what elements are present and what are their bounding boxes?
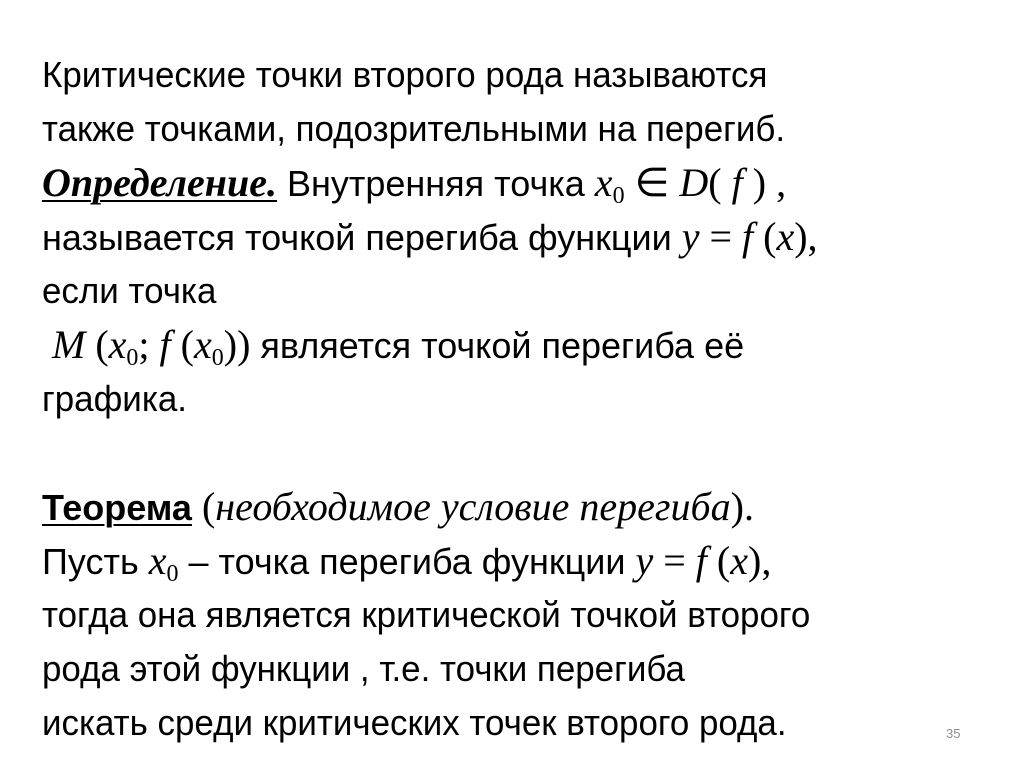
text: Критические точки второго рода называются: [42, 54, 768, 95]
text: – точка перегиба функции: [178, 541, 636, 582]
text: тогда она является критической точкой второго: [42, 594, 811, 635]
math-var-x: x: [194, 322, 212, 367]
math-paren: (: [708, 160, 732, 205]
math-paren: (: [191, 484, 216, 529]
math-var-x: x: [730, 538, 748, 583]
text-line-7: [42, 372, 964, 426]
math-var-x: x: [148, 538, 167, 583]
math-paren: ),: [794, 214, 818, 259]
math-subscript: 0: [126, 345, 139, 371]
math-var-f: f: [159, 322, 171, 367]
page-number: 35: [946, 726, 961, 741]
text: Внутренняя точка: [276, 163, 595, 204]
text: также точками, подозрительными на перегиб.: [42, 108, 786, 149]
text-line-9: [42, 534, 992, 588]
math-var-M: M: [52, 322, 86, 367]
text-line-5: [42, 264, 964, 318]
math-subscript: 0: [166, 561, 179, 587]
math-paren: )): [223, 322, 251, 367]
text: если точка: [42, 270, 217, 311]
math-var-x: x: [776, 214, 795, 259]
math-var-f: f: [742, 214, 754, 259]
math-paren: ).: [730, 484, 754, 529]
math-paren: ),: [748, 538, 772, 583]
math-subscript: 0: [211, 345, 224, 371]
math-var-f: f: [731, 160, 743, 205]
text: является точкой перегиба её: [250, 325, 745, 366]
text-line-4: [42, 210, 992, 264]
math-equals: =: [653, 538, 696, 583]
text: искать среди критических точек второго рода.: [42, 702, 787, 743]
theorem-line: [42, 480, 992, 534]
text: рода этой функции , т.е. точки перегиба: [42, 648, 685, 689]
text: графика.: [42, 378, 187, 419]
math-var-x: x: [594, 160, 613, 205]
math-var-y: y: [635, 538, 654, 583]
text-line-10: [42, 588, 964, 642]
slide-content: [42, 48, 992, 750]
math-paren: (: [753, 214, 777, 259]
text-line-2: [42, 102, 964, 156]
theorem-condition: необходимое условие перегиба: [215, 484, 731, 529]
theorem-label: Теорема: [42, 487, 192, 528]
math-var-D: D: [679, 160, 709, 205]
paragraph-gap: [42, 426, 992, 480]
math-paren: (: [170, 322, 194, 367]
math-paren: ) ,: [742, 160, 787, 205]
math-paren: (: [706, 538, 731, 583]
math-var-y: y: [681, 214, 700, 259]
text: называется точкой перегиба функции: [42, 217, 682, 258]
math-subscript: 0: [612, 183, 625, 209]
math-semicolon: ;: [138, 322, 160, 367]
text-line-11: [42, 642, 964, 696]
math-paren: (: [85, 322, 109, 367]
math-var-f: f: [695, 538, 707, 583]
text-line-1: [42, 48, 964, 102]
text-line-12: [42, 696, 964, 750]
text-line-6: [42, 318, 992, 372]
math-in-symbol: ∈: [624, 160, 680, 205]
text: Пусть: [42, 541, 149, 582]
definition-label: Определение.: [42, 160, 277, 205]
math-equals: =: [699, 214, 743, 259]
definition-line: [42, 156, 992, 210]
math-var-x: x: [108, 322, 127, 367]
